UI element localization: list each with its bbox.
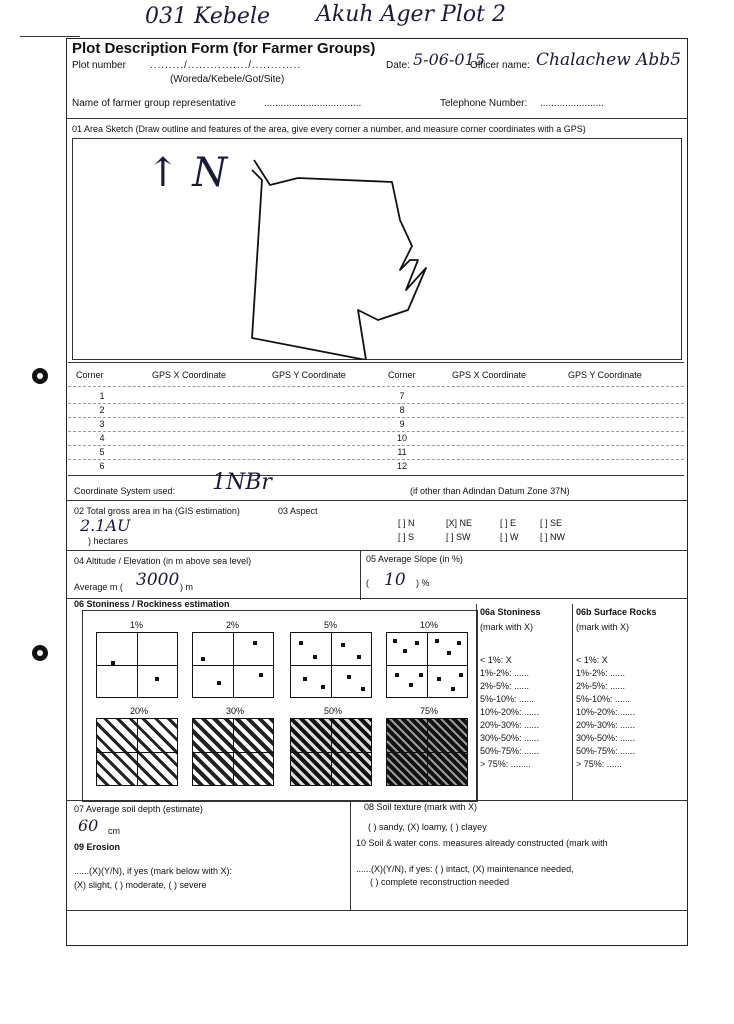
aspect-n[interactable]: [ ] N xyxy=(398,518,415,528)
slope-value[interactable]: 10 xyxy=(384,570,406,590)
row-divider xyxy=(68,417,684,418)
coord-header-y: GPS Y Coordinate xyxy=(272,370,346,380)
divider-vertical xyxy=(360,550,361,600)
aspect-sw[interactable]: [ ] SW xyxy=(446,532,471,542)
form-title: Plot Description Form (for Farmer Groups) xyxy=(72,40,376,57)
coord-header-y-2: GPS Y Coordinate xyxy=(568,370,642,380)
aspect-s[interactable]: [ ] S xyxy=(398,532,415,542)
top-stroke xyxy=(20,36,80,37)
divider xyxy=(66,800,688,801)
stone-sample-75pct xyxy=(386,718,468,786)
officer-label: Officer name: xyxy=(470,60,530,71)
rocks-option[interactable]: 20%-30%: ...... xyxy=(576,720,636,730)
site-handwritten: Akuh Ager Plot 2 xyxy=(316,2,506,27)
stoniness-option[interactable]: 30%-50%: ...... xyxy=(480,733,540,743)
row-divider xyxy=(68,459,684,460)
swc-line-2[interactable]: ( ) complete reconstruction needed xyxy=(370,877,510,887)
phone-label: Telephone Number: xyxy=(440,98,528,109)
stoniness-col-title: 06a Stoniness xyxy=(480,607,541,617)
corner-8: 8 xyxy=(399,405,405,415)
altitude-avg-label: Average m ( xyxy=(74,582,123,592)
aspect-nw[interactable]: [ ] NW xyxy=(540,532,565,542)
corner-10: 10 xyxy=(396,433,407,443)
aspect-ne[interactable]: [X] NE xyxy=(446,518,473,528)
coord-header-corner-2: Corner xyxy=(388,370,416,380)
divider xyxy=(66,550,688,551)
north-arrow: ↑ N xyxy=(146,150,228,196)
rocks-options[interactable] xyxy=(576,654,635,771)
stoniness-options[interactable] xyxy=(480,654,539,771)
corner-7: 7 xyxy=(399,391,405,401)
corner-2: 2 xyxy=(99,405,105,415)
date-label: Date: xyxy=(386,60,410,71)
punch-hole xyxy=(32,368,48,384)
area-unit: ) hectares xyxy=(88,536,129,546)
stone-sample-1pct xyxy=(96,632,178,698)
pct-label: 2% xyxy=(226,620,240,630)
corner-9: 9 xyxy=(399,419,405,429)
corner-12: 12 xyxy=(396,461,407,471)
row-divider xyxy=(68,445,684,446)
aspect-se[interactable]: [ ] SE xyxy=(540,518,563,528)
stoniness-option[interactable]: < 1%: X xyxy=(480,655,512,665)
rocks-option[interactable]: 5%-10%: ...... xyxy=(576,694,631,704)
stoniness-option[interactable]: 50%-75%: ...... xyxy=(480,746,540,756)
rocks-option[interactable]: 10%-20%: ...... xyxy=(576,707,636,717)
plot-number-label: Plot number xyxy=(72,60,126,71)
texture-label: 08 Soil texture (mark with X) xyxy=(364,802,478,812)
rocks-option[interactable]: > 75%: ...... xyxy=(576,759,622,769)
slope-prefix: ( xyxy=(366,578,369,588)
divider-vertical xyxy=(572,604,573,800)
erosion-line-2[interactable]: (X) slight, ( ) moderate, ( ) severe xyxy=(74,880,207,890)
stone-sample-50pct xyxy=(290,718,372,786)
location-hint: (Woreda/Kebele/Got/Site) xyxy=(170,74,285,85)
stoniness-option[interactable]: 1%-2%: ...... xyxy=(480,668,530,678)
stoniness-col-sub: (mark with X) xyxy=(480,622,534,632)
sketch-label: 01 Area Sketch (Draw outline and features of the area, give every corner a number, and measure corner coordinates with a GPS) xyxy=(72,124,586,134)
swc-line-1[interactable]: ......(X)(Y/N), if yes: ( ) intact, (X) maintenance needed, xyxy=(356,864,574,874)
coord-system-hint: (if other than Adindan Datum Zone 37N) xyxy=(410,486,570,496)
coord-system-value[interactable]: 1NBr xyxy=(212,470,272,495)
swc-label: 10 Soil & water cons. measures already constructed (mark with xyxy=(356,838,608,848)
plot-outline xyxy=(240,150,440,360)
divider-vertical xyxy=(476,604,477,800)
pct-label: 75% xyxy=(420,706,439,716)
texture-options[interactable]: ( ) sandy, (X) loamy, ( ) clayey xyxy=(368,822,487,832)
stoniness-option[interactable]: 5%-10%: ...... xyxy=(480,694,535,704)
aspect-label: 03 Aspect xyxy=(278,506,318,516)
pct-label: 20% xyxy=(130,706,149,716)
stone-sample-5pct xyxy=(290,632,372,698)
aspect-e[interactable]: [ ] E xyxy=(500,518,517,528)
corner-1: 1 xyxy=(99,391,105,401)
date-value[interactable]: 5-06-015 xyxy=(413,50,485,69)
rocks-col-sub: (mark with X) xyxy=(576,622,630,632)
divider xyxy=(66,118,688,119)
divider-vertical xyxy=(350,800,351,910)
aspect-w[interactable]: [ ] W xyxy=(500,532,519,542)
divider xyxy=(66,500,688,501)
rocks-option[interactable]: 1%-2%: ...... xyxy=(576,668,626,678)
rocks-option[interactable]: 30%-50%: ...... xyxy=(576,733,636,743)
rocks-option[interactable]: 2%-5%: ...... xyxy=(576,681,626,691)
corner-6: 6 xyxy=(99,461,105,471)
stoniness-option[interactable]: 20%-30%: ...... xyxy=(480,720,540,730)
erosion-line-1[interactable]: ......(X)(Y/N), if yes (mark below with X): xyxy=(74,866,233,876)
stone-sample-20pct xyxy=(96,718,178,786)
coord-header-corner: Corner xyxy=(76,370,104,380)
kebele-handwritten: 031 Kebele xyxy=(145,4,271,29)
stoniness-option[interactable]: > 75%: ........ xyxy=(480,759,531,769)
stone-sample-30pct xyxy=(192,718,274,786)
corner-5: 5 xyxy=(99,447,105,457)
row-divider xyxy=(68,403,684,404)
pct-label: 5% xyxy=(324,620,338,630)
coord-header-x-2: GPS X Coordinate xyxy=(452,370,527,380)
depth-value[interactable]: 60 xyxy=(78,816,99,835)
stone-sample-2pct xyxy=(192,632,274,698)
rep-field[interactable]: ................................... xyxy=(264,98,362,109)
coord-system-label: Coordinate System used: xyxy=(74,486,176,496)
slope-unit: ) % xyxy=(416,578,430,588)
rocks-option[interactable]: < 1%: X xyxy=(576,655,608,665)
pct-label: 50% xyxy=(324,706,343,716)
plot-number-field[interactable]: ........./................/............. xyxy=(150,60,302,71)
stoniness-option[interactable]: 10%-20%: ...... xyxy=(480,707,540,717)
pct-label: 30% xyxy=(226,706,245,716)
row-divider xyxy=(68,431,684,432)
altitude-value[interactable]: 3000 xyxy=(136,570,180,590)
pct-label: 10% xyxy=(420,620,439,630)
pct-label: 1% xyxy=(130,620,144,630)
stoniness-option[interactable]: 2%-5%: ...... xyxy=(480,681,530,691)
corner-3: 3 xyxy=(99,419,105,429)
erosion-label: 09 Erosion xyxy=(74,842,121,852)
corner-11: 11 xyxy=(397,447,407,457)
row-divider xyxy=(68,386,684,387)
rocks-option[interactable]: 50%-75%: ...... xyxy=(576,746,636,756)
divider xyxy=(66,910,688,911)
punch-hole xyxy=(32,645,48,661)
altitude-label: 04 Altitude / Elevation (in m above sea level) xyxy=(74,556,252,566)
officer-value[interactable]: Chalachew Abb5 xyxy=(536,50,682,70)
area-label: 02 Total gross area in ha (GIS estimation) xyxy=(74,506,240,516)
area-value[interactable]: 2.1AU xyxy=(80,516,131,535)
stone-sample-10pct xyxy=(386,632,468,698)
phone-field[interactable]: ....................... xyxy=(540,98,604,109)
rep-label: Name of farmer group representative xyxy=(72,98,236,109)
depth-label: 07 Average soil depth (estimate) xyxy=(74,804,203,814)
corner-4: 4 xyxy=(99,433,105,443)
rocks-col-title: 06b Surface Rocks xyxy=(576,607,657,617)
slope-label: 05 Average Slope (in %) xyxy=(366,554,463,564)
altitude-unit: ) m xyxy=(180,582,193,592)
coord-header-x: GPS X Coordinate xyxy=(152,370,227,380)
depth-unit: cm xyxy=(108,826,120,836)
stoniness-label: 06 Stoniness / Rockiness estimation xyxy=(74,599,230,609)
